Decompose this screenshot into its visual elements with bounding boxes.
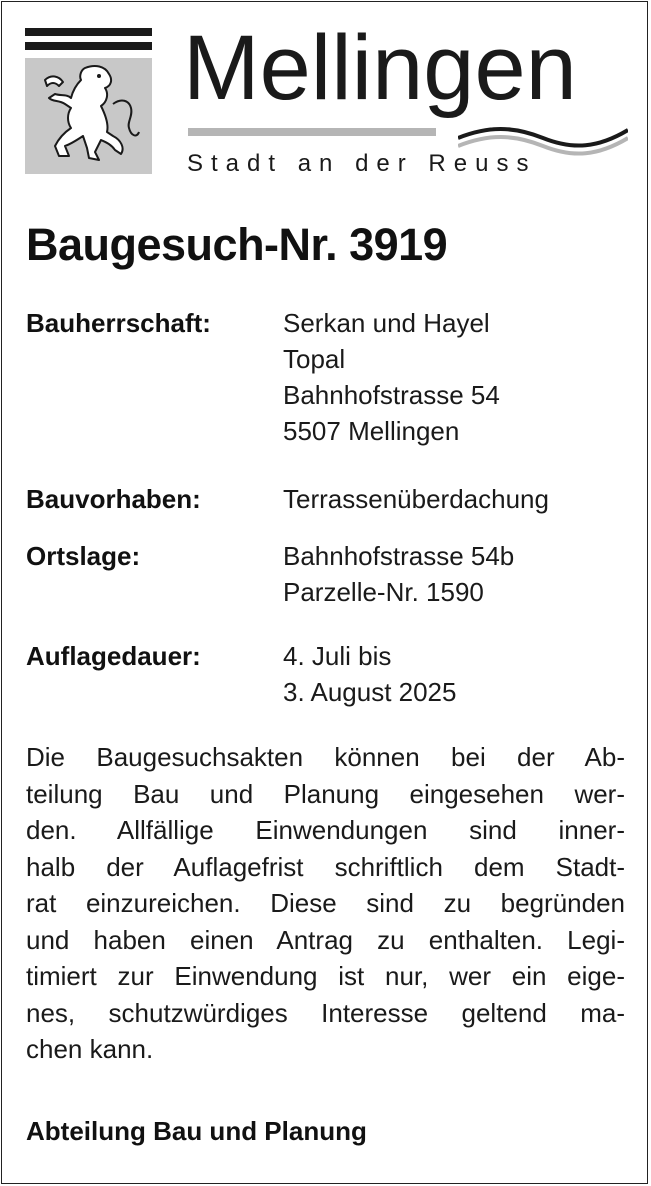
value-line: Terrassenüberdachung bbox=[283, 484, 549, 514]
value-line: 4. Juli bis bbox=[283, 641, 392, 671]
body-line: teilung Bau und Planung eingesehen wer- bbox=[26, 778, 625, 809]
field-label-auflagedauer: Auflagedauer: bbox=[26, 641, 201, 671]
tagline: Stadt an der Reuss bbox=[187, 150, 537, 177]
wordmark-underline bbox=[188, 128, 436, 136]
body-paragraph bbox=[26, 739, 625, 1068]
value-line: Serkan und Hayel bbox=[283, 308, 490, 338]
field-label-bauherrschaft: Bauherrschaft: bbox=[26, 308, 211, 338]
value-line: Bahnhofstrasse 54b bbox=[283, 541, 515, 571]
field-value-bauvorhaben bbox=[283, 481, 549, 517]
field-label-bauvorhaben: Bauvorhaben: bbox=[26, 484, 201, 514]
value-line: 5507 Mellingen bbox=[283, 416, 460, 446]
wordmark: Mellingen bbox=[183, 17, 577, 119]
field-value-auflagedauer bbox=[283, 638, 456, 710]
body-line: nes, schutzwürdiges Interesse geltend ma- bbox=[26, 997, 625, 1028]
value-line: Bahnhofstrasse 54 bbox=[283, 380, 500, 410]
field-value-bauherrschaft bbox=[283, 305, 500, 449]
body-line: rat einzureichen. Diese sind zu begründen bbox=[26, 888, 625, 918]
value-line: 3. August 2025 bbox=[283, 677, 457, 707]
field-label-ortslage: Ortslage: bbox=[26, 541, 141, 571]
body-line: chen kann. bbox=[26, 1034, 154, 1064]
page-title: Baugesuch-Nr. 3919 bbox=[26, 219, 448, 270]
lion-crest-icon bbox=[25, 28, 152, 174]
body-line: timiert zur Einwendung ist nur, wer ein eige- bbox=[26, 961, 625, 991]
field-value-ortslage bbox=[283, 538, 514, 610]
body-line: Die Baugesuchsakten können bei der Ab- bbox=[26, 742, 625, 772]
body-line: halb der Auflagefrist schriftlich dem Stadt- bbox=[26, 851, 625, 882]
value-line: Parzelle-Nr. 1590 bbox=[283, 577, 484, 607]
body-line: den. Allfällige Einwendungen sind inner- bbox=[26, 815, 625, 845]
value-line: Topal bbox=[283, 344, 346, 374]
body-line: und haben einen Antrag zu enthalten. Legi- bbox=[26, 924, 625, 955]
signature: Abteilung Bau und Planung bbox=[26, 1116, 367, 1146]
